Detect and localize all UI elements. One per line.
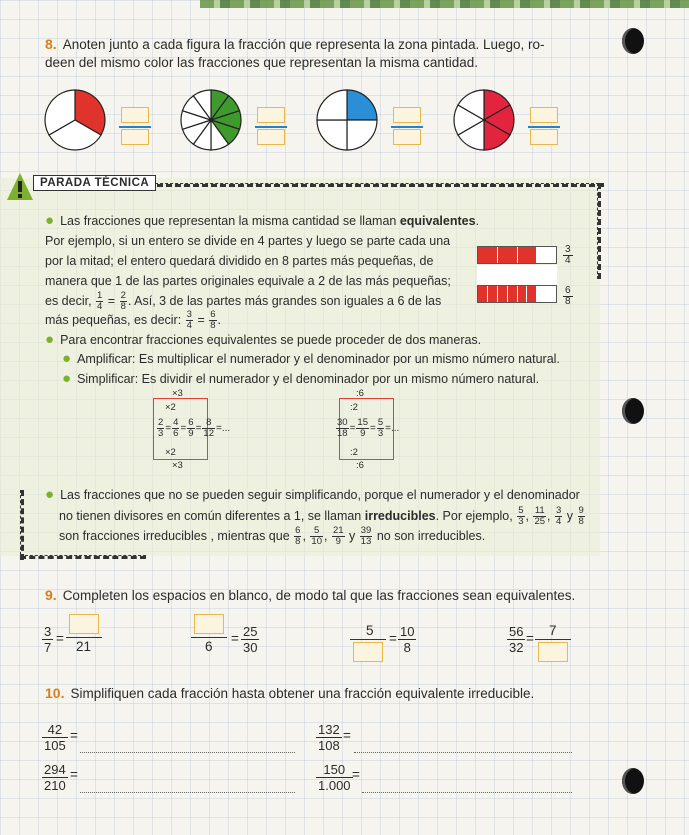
binder-hole bbox=[622, 28, 644, 54]
irreducible-line1: ● Las fracciones que no se pueden seguir simplificando, porque el numerador y el denominador bbox=[45, 486, 580, 503]
answer-line[interactable] bbox=[80, 752, 295, 753]
denominator-input[interactable] bbox=[353, 642, 383, 662]
pie-slice bbox=[317, 90, 347, 120]
bullet-icon: ● bbox=[62, 370, 72, 387]
numerator-input[interactable] bbox=[69, 614, 99, 634]
equals-sign: = bbox=[343, 728, 351, 743]
given-fraction: 150 1.000 bbox=[318, 762, 351, 793]
given-numerator: 5 bbox=[366, 623, 374, 638]
exercise-number: 9. bbox=[45, 587, 57, 603]
answer-line[interactable] bbox=[362, 792, 572, 793]
binder-hole bbox=[622, 398, 644, 424]
definition-line2: Por ejemplo, si un entero se divide en 4 partes y luego se parte cada una bbox=[45, 234, 451, 248]
pie-figure bbox=[181, 90, 241, 150]
answer-fraction-box[interactable] bbox=[530, 107, 558, 147]
answer-line[interactable] bbox=[80, 792, 295, 793]
dashed-border-right bbox=[597, 183, 601, 279]
dashed-border-left bbox=[20, 490, 24, 560]
given-fraction: 42 105 bbox=[44, 722, 66, 753]
quarters-bar bbox=[477, 246, 557, 264]
bullet-icon: ● bbox=[45, 486, 55, 503]
pie-slice bbox=[347, 120, 377, 150]
given-fraction: 10 8 bbox=[400, 624, 415, 655]
fraction: $\frac{2}{8}$ bbox=[120, 290, 126, 312]
equals-sign: = bbox=[70, 767, 78, 782]
definition-line6: más pequeñas, es decir: $\frac{3}{4}$ = $\frac{6}{8}$ . bbox=[45, 309, 221, 331]
exercise-number: 8. bbox=[45, 36, 57, 52]
divisor-label: :2 bbox=[350, 447, 358, 458]
equals-sign: = bbox=[56, 631, 64, 646]
amplificar-definition: ● Amplificar: Es multiplicar el numerador y el denominador por un mismo número natural. bbox=[62, 350, 560, 367]
multiplier-label: ×3 bbox=[172, 388, 183, 399]
fraction-bar bbox=[535, 639, 571, 640]
binder-hole bbox=[622, 768, 644, 794]
definition-line3: por la mitad; el entero quedará dividido en 8 partes más pequeñas, de bbox=[45, 254, 434, 268]
bullet-icon: ● bbox=[45, 212, 55, 229]
given-fraction: 25 30 bbox=[243, 624, 258, 655]
given-fraction: 132 108 bbox=[318, 722, 340, 753]
irreducible-line3: son fracciones irreducibles , mientras que $\frac{6}{8}$ , $\frac{5}{10}$ , $\frac{21}{9}$ y $\frac{39}{13}$ no son irreducibles. bbox=[59, 525, 486, 547]
given-numerator: 7 bbox=[549, 623, 557, 638]
fraction: $\frac{1}{4}$ bbox=[97, 290, 103, 312]
definition-line5: es decir, $\frac{1}{4}$ = $\frac{2}{8}$ . Así, 3 de las partes más grandes son iguales a 6 de las bbox=[45, 290, 442, 312]
bar-fraction-label: 6 8 bbox=[565, 285, 571, 307]
divisor-label: :6 bbox=[356, 460, 364, 471]
multiplier-label: ×3 bbox=[172, 460, 183, 471]
answer-fraction-box[interactable] bbox=[121, 107, 149, 147]
pie-figure bbox=[317, 90, 377, 150]
definition-line4: manera que 1 de las partes originales equivale a 2 de las más pequeñas; bbox=[45, 274, 451, 288]
given-denominator: 21 bbox=[76, 639, 92, 654]
simplify-chain: $\frac{30}{18}$ = $\frac{15}{9}$ = $\frac{5}{3}$ =... bbox=[337, 417, 400, 439]
exercise-8-line1 bbox=[45, 35, 545, 54]
fraction-bar bbox=[350, 639, 386, 640]
multiplier-label: ×2 bbox=[165, 402, 176, 413]
fraction: $\frac{3}{4}$ bbox=[186, 309, 192, 331]
equals-sign: = bbox=[70, 728, 78, 743]
multiplier-label: ×2 bbox=[165, 447, 176, 458]
equals-sign: = bbox=[526, 631, 534, 646]
exercise-9-heading: 9. Completen los espacios en blanco, de modo tal que las fracciones sean equivalentes. bbox=[45, 587, 576, 603]
answer-fraction-box[interactable] bbox=[257, 107, 285, 147]
numerator-input[interactable] bbox=[194, 614, 224, 634]
equals-sign: = bbox=[352, 767, 360, 782]
divisor-label: :2 bbox=[350, 402, 358, 413]
fraction: $\frac{6}{8}$ bbox=[210, 309, 216, 331]
exercise-8-text: Anoten junto a cada figura la fracción que representa la zona pintada. Luego, ro- bbox=[62, 37, 545, 52]
bullet-icon: ● bbox=[45, 331, 55, 348]
given-denominator: 6 bbox=[205, 639, 213, 654]
equals-sign: = bbox=[389, 631, 397, 646]
methods-intro: ● Para encontrar fracciones equivalentes se puede proceder de dos maneras. bbox=[45, 331, 482, 348]
definition-line1: ● Las fracciones que representan la misma cantidad se llaman equivalentes. bbox=[45, 212, 480, 229]
warning-icon bbox=[6, 172, 34, 202]
pie-figures bbox=[0, 86, 689, 166]
given-fraction: 56 32 bbox=[509, 624, 524, 655]
given-fraction: 3 7 bbox=[44, 624, 52, 655]
dashed-border-top bbox=[130, 183, 604, 187]
decorative-top-band bbox=[200, 0, 689, 8]
bar-gap bbox=[477, 265, 557, 285]
eighths-bar bbox=[477, 285, 557, 303]
dashed-border-bottom bbox=[20, 555, 146, 559]
exercise-8-line2: deen del mismo color las fracciones que representan la misma cantidad. bbox=[45, 55, 478, 70]
denominator-input[interactable] bbox=[538, 642, 568, 662]
given-fraction: 294 210 bbox=[44, 762, 66, 793]
exercise-10-heading: 10. Simplifiquen cada fracción hasta obtener una fracción equivalente irreducible. bbox=[45, 685, 535, 701]
pie-slice bbox=[317, 120, 347, 150]
irreducible-line2: no tienen divisores en común diferentes a 1, se llaman irreducibles. Por ejemplo, $\frac{5}{3}$ , $\frac{11}{25}$ , $\frac{3}{4}$ y $\frac{9}{8}$ bbox=[59, 505, 584, 527]
exercise-number: 10. bbox=[45, 685, 65, 701]
bar-fraction-label: 3 4 bbox=[565, 244, 571, 266]
simplificar-definition: ● Simplificar: Es dividir el numerador y el denominador por un mismo número natural. bbox=[62, 370, 540, 387]
pie-slice bbox=[347, 90, 377, 120]
equals-sign: = bbox=[231, 631, 239, 646]
amplify-chain: $\frac{2}{3}$ = $\frac{4}{6}$ = $\frac{6}{9}$ = $\frac{8}{12}$ =... bbox=[158, 417, 231, 439]
pie-figure bbox=[45, 90, 105, 150]
divisor-label: :6 bbox=[356, 388, 364, 399]
pie-figure bbox=[454, 90, 514, 150]
answer-fraction-box[interactable] bbox=[393, 107, 421, 147]
parada-tecnica-label: PARADA TÉCNICA bbox=[33, 175, 156, 191]
answer-line[interactable] bbox=[354, 752, 572, 753]
bullet-icon: ● bbox=[62, 350, 72, 367]
